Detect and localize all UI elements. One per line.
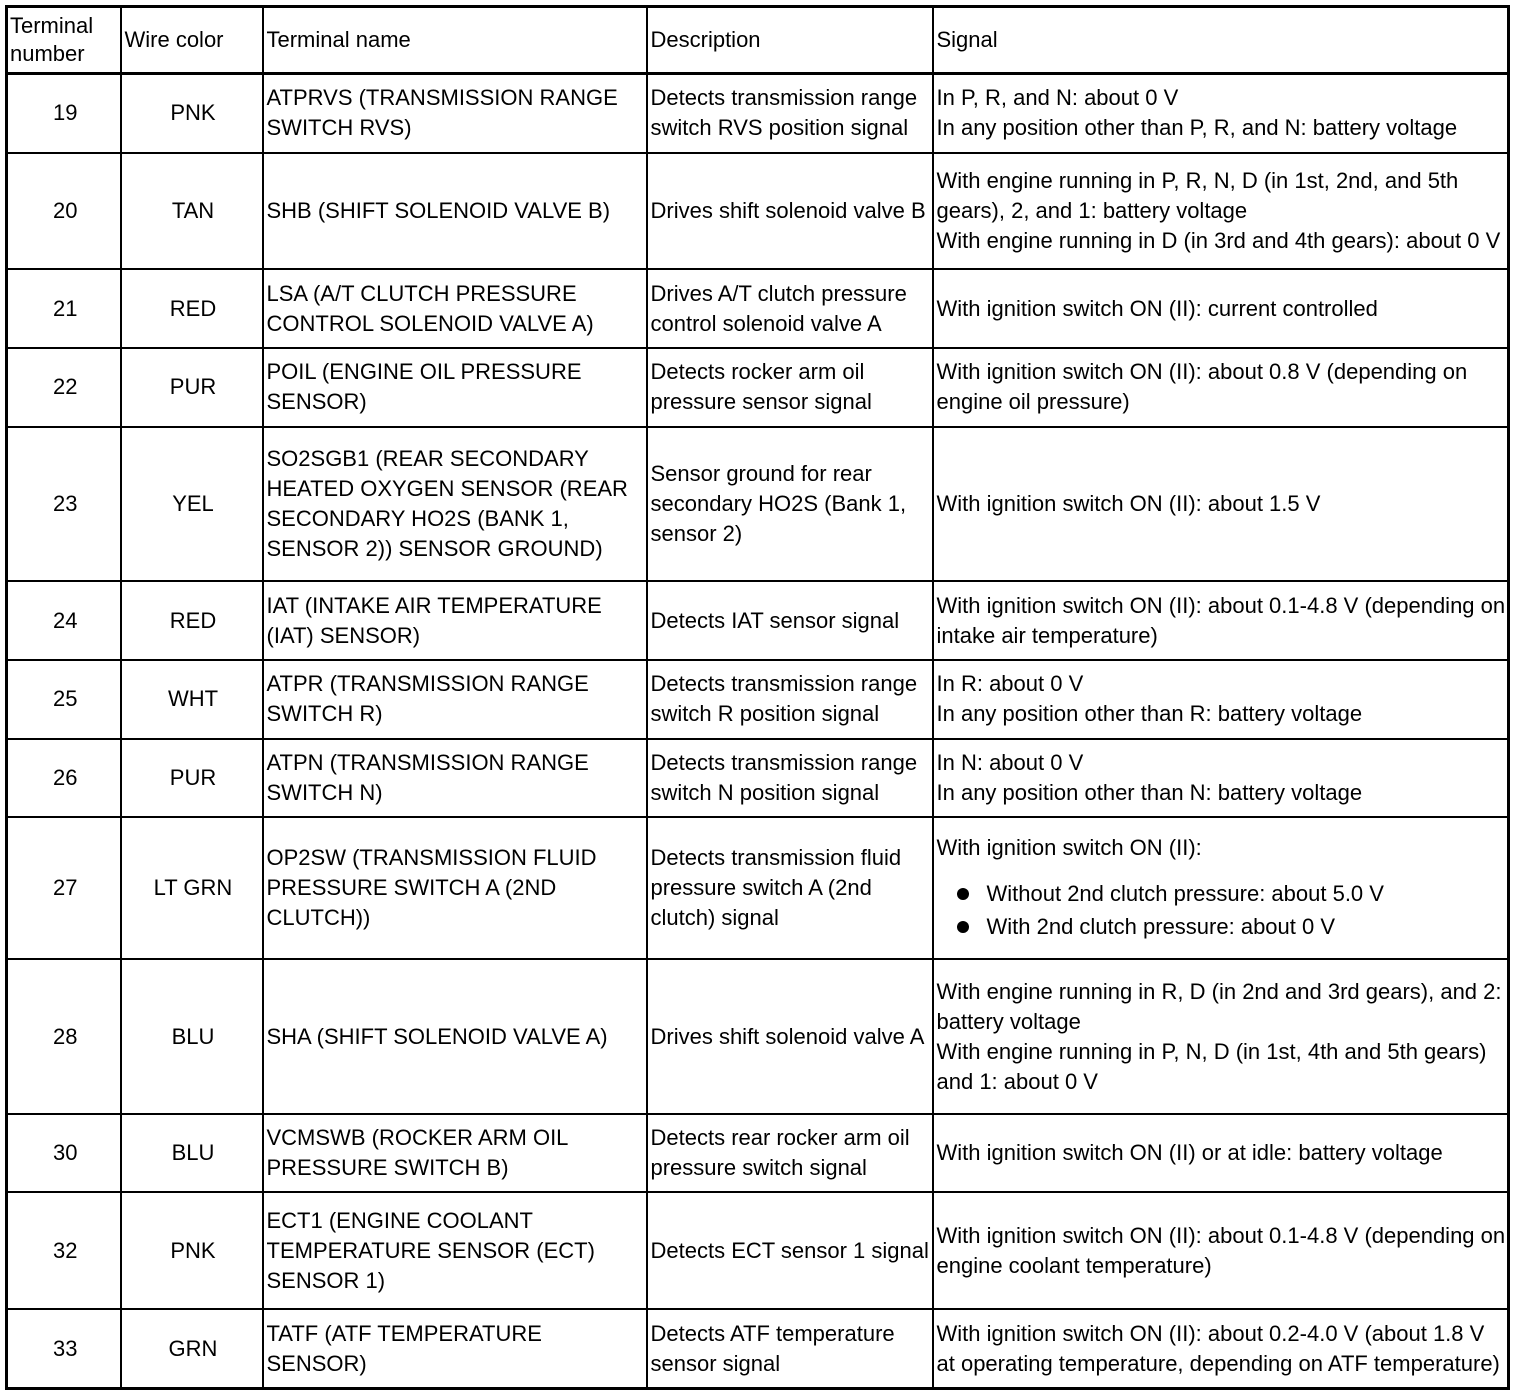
terminal-number-cell: 26 [7,739,121,818]
description-cell: Detects IAT sensor signal [647,581,933,660]
table-row [7,1309,1509,1388]
terminal-number-cell: 27 [7,817,121,959]
signal-cell [933,959,1509,1114]
signal-bullet-item: Without 2nd clutch pressure: about 5.0 V [937,877,1508,910]
terminal-name-cell: VCMSWB (ROCKER ARM OIL PRESSURE SWITCH B) [263,1114,647,1193]
header-terminal-number: Terminal number [7,7,121,74]
description-cell: Detects transmission range switch N position signal [647,739,933,818]
terminal-name-cell: ECT1 (ENGINE COOLANT TEMPERATURE SENSOR (ECT) SENSOR 1) [263,1192,647,1309]
description-cell: Detects rocker arm oil pressure sensor signal [647,348,933,427]
wire-color-cell: WHT [121,660,263,739]
signal-cell [933,581,1509,660]
signal-cell [933,427,1509,582]
terminal-number-cell: 21 [7,269,121,348]
table-row [7,427,1509,582]
signal-line: With engine running in D (in 3rd and 4th gears): about 0 V [936,228,1501,254]
header-signal: Signal [933,7,1509,74]
wire-color-cell: RED [121,269,263,348]
signal-cell [933,74,1509,153]
terminal-number-cell: 19 [7,74,121,153]
header-terminal-name: Terminal name [263,7,647,74]
signal-line: With ignition switch ON (II): about 0.2-4.0 V (about 1.8 V at operating temperature, depending on ATF temperature) [936,1320,1500,1376]
description-cell: Detects transmission range switch RVS position signal [647,74,933,153]
description-cell: Detects ATF temperature sensor signal [647,1309,933,1388]
signal-line: With ignition switch ON (II) or at idle: battery voltage [936,1140,1443,1166]
wire-color-cell: LT GRN [121,817,263,959]
description-cell: Drives A/T clutch pressure control solenoid valve A [647,269,933,348]
terminal-number-cell: 20 [7,153,121,270]
signal-cell [933,348,1509,427]
description-cell: Drives shift solenoid valve B [647,153,933,270]
terminal-name-cell: SO2SGB1 (REAR SECONDARY HEATED OXYGEN SENSOR (REAR SECONDARY HO2S (BANK 1, SENSOR 2)) SENSOR GROUND) [263,427,647,582]
description-cell: Detects transmission fluid pressure switch A (2nd clutch) signal [647,817,933,959]
signal-line: In N: about 0 V [936,749,1084,775]
signal-cell [933,269,1509,348]
signal-cell [933,739,1509,818]
wire-color-cell: RED [121,581,263,660]
wire-color-cell: PNK [121,1192,263,1309]
table-row [7,739,1509,818]
terminal-name-cell: ATPN (TRANSMISSION RANGE SWITCH N) [263,739,647,818]
signal-cell [933,1309,1509,1388]
signal-cell [933,660,1509,739]
description-cell: Drives shift solenoid valve A [647,959,933,1114]
terminal-name-cell: ATPRVS (TRANSMISSION RANGE SWITCH RVS) [263,74,647,153]
signal-line: With ignition switch ON (II): about 0.1-4.8 V (depending on intake air temperature) [936,592,1506,648]
wire-color-cell: PUR [121,348,263,427]
signal-line: In any position other than N: battery voltage [936,779,1363,805]
signal-cell [933,1114,1509,1193]
signal-line: In any position other than R: battery voltage [936,701,1363,727]
terminal-name-cell: SHB (SHIFT SOLENOID VALVE B) [263,153,647,270]
terminal-name-cell: IAT (INTAKE AIR TEMPERATURE (IAT) SENSOR) [263,581,647,660]
signal-line: With ignition switch ON (II): about 0.1-4.8 V (depending on engine coolant temperature) [936,1222,1506,1278]
wire-color-cell: PNK [121,74,263,153]
signal-line: With ignition switch ON (II): about 1.5 V [936,490,1321,516]
terminal-number-cell: 30 [7,1114,121,1193]
terminal-name-cell: OP2SW (TRANSMISSION FLUID PRESSURE SWITCH A (2ND CLUTCH)) [263,817,647,959]
signal-line: With ignition switch ON (II): about 0.8 V (depending on engine oil pressure) [936,359,1468,415]
terminal-name-cell: TATF (ATF TEMPERATURE SENSOR) [263,1309,647,1388]
wire-color-cell: BLU [121,1114,263,1193]
terminal-number-cell: 32 [7,1192,121,1309]
wire-color-cell: PUR [121,739,263,818]
signal-line: With ignition switch ON (II): current controlled [936,295,1378,321]
terminal-number-cell: 22 [7,348,121,427]
terminal-table [5,5,1510,1390]
table-row [7,153,1509,270]
description-cell: Detects ECT sensor 1 signal [647,1192,933,1309]
terminal-number-cell: 33 [7,1309,121,1388]
header-wire-color: Wire color [121,7,263,74]
signal-cell [933,153,1509,270]
wire-color-cell: GRN [121,1309,263,1388]
header-row [7,7,1509,74]
signal-cell [933,1192,1509,1309]
signal-line: With engine running in P, N, D (in 1st, 4th and 5th gears) and 1: about 0 V [936,1038,1487,1094]
signal-cell [933,817,1509,959]
table-row [7,269,1509,348]
table-row [7,817,1509,959]
table-row [7,660,1509,739]
signal-line: With engine running in R, D (in 2nd and 3rd gears), and 2: battery voltage [936,978,1502,1034]
terminal-number-cell: 25 [7,660,121,739]
table-row [7,581,1509,660]
terminal-name-cell: POIL (ENGINE OIL PRESSURE SENSOR) [263,348,647,427]
terminal-name-cell: LSA (A/T CLUTCH PRESSURE CONTROL SOLENOID VALVE A) [263,269,647,348]
description-cell: Detects transmission range switch R position signal [647,660,933,739]
header-description: Description [647,7,933,74]
terminal-number-cell: 23 [7,427,121,582]
signal-bullet-item: With 2nd clutch pressure: about 0 V [937,910,1508,943]
signal-bullet-list [937,877,1508,943]
signal-line: With ignition switch ON (II): [936,835,1202,861]
terminal-number-cell: 28 [7,959,121,1114]
description-cell: Sensor ground for rear secondary HO2S (Bank 1, sensor 2) [647,427,933,582]
terminal-name-cell: ATPR (TRANSMISSION RANGE SWITCH R) [263,660,647,739]
table-row [7,74,1509,153]
wire-color-cell: YEL [121,427,263,582]
signal-line: In R: about 0 V [936,671,1084,697]
wire-color-cell: BLU [121,959,263,1114]
terminal-number-cell: 24 [7,581,121,660]
table-row [7,1192,1509,1309]
table-row [7,959,1509,1114]
table-row [7,1114,1509,1193]
description-cell: Detects rear rocker arm oil pressure switch signal [647,1114,933,1193]
wire-color-cell: TAN [121,153,263,270]
table-row [7,348,1509,427]
signal-line: With engine running in P, R, N, D (in 1st, 2nd, and 5th gears), 2, and 1: battery voltage [936,168,1459,224]
signal-line: In any position other than P, R, and N: battery voltage [936,115,1458,141]
terminal-name-cell: SHA (SHIFT SOLENOID VALVE A) [263,959,647,1114]
signal-line: In P, R, and N: about 0 V [936,85,1179,111]
